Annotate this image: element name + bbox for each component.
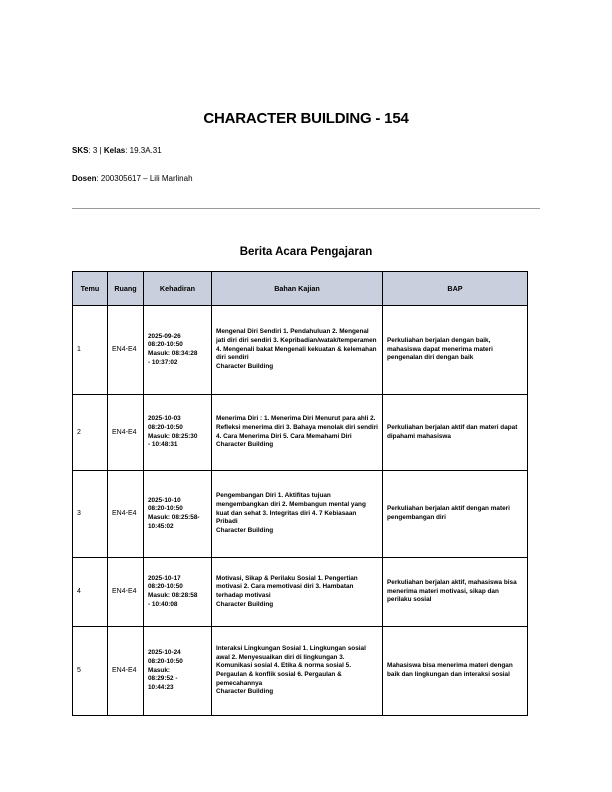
cell-bahan-kajian: Menerima Diri : 1. Menerima Diri Menurut para ahli 2. Refleksi menerima diri 3. Bahaya menolak diri sendiri 4. Cara Menerima Diri 5. Cara Memahami Diri Character Building [212,395,383,471]
table-header-row [73,272,528,306]
table-row [73,558,528,627]
cell-kehadiran: 2025-10-10 08:20-10:50 Masuk: 08:25:58- 10:45:02 [144,471,212,558]
cell-ruang: EN4-E4 [108,306,144,395]
cell-bap: Perkuliahan berjalan aktif dan materi dapat dipahami mahasiswa [383,395,528,471]
sks-value: : 3 | [88,146,104,155]
cell-bap: Mahasiswa bisa menerima materi dengan baik dan lingkungan dan interaksi sosial [383,627,528,716]
kelas-value: : 19.3A.31 [125,146,162,155]
table-row [73,306,528,395]
cell-bahan-kajian: Interaksi Lingkungan Sosial 1. Lingkungan sosial awal 2. Menyesuaikan diri di lingkungan 3. Komunikasi sosial 4. Etika & norma sosial 5. Pergaulan & konflik sosial 6. Pergaulan & pemecahannya Character Building [212,627,383,716]
cell-ruang: EN4-E4 [108,471,144,558]
cell-temu: 3 [73,471,108,558]
header-kehadiran: Kehadiran [144,272,212,306]
sks-label: SKS [72,146,89,155]
cell-bahan-kajian: Pengembangan Diri 1. Aktifitas tujuan mengembangkan diri 2. Membangun mental yang kuat dan sehat 3. Integritas diri 4. 7 Kebiasaan Pribadi Character Building [212,471,383,558]
cell-bap: Perkuliahan berjalan aktif, mahasiswa bisa menerima materi motivasi, sikap dan perilaku sosial [383,558,528,627]
document-title: CHARACTER BUILDING - 154 [203,110,409,127]
cell-kehadiran: 2025-09-26 08:20-10:50 Masuk: 08:34:28 - 10:37:02 [144,306,212,395]
cell-temu: 5 [73,627,108,716]
cell-bahan-kajian: Mengenal Diri Sendiri 1. Pendahuluan 2. Mengenal jati diri diri sendiri 3. Kepribadian/watak/temperamen 4. Mengenali bakat Mengenali kekuatan & kelemahan diri sendiri Character Building [212,306,383,395]
kelas-label: Kelas [103,146,126,155]
cell-kehadiran: 2025-10-17 08:20-10:50 Masuk: 08:28:58 - 10:40:08 [144,558,212,627]
header-ruang: Ruang [108,272,144,306]
course-info-line [72,146,162,155]
cell-bap: Perkuliahan berjalan aktif dengan materi pengembangan diri [383,471,528,558]
dosen-label: Dosen [72,174,97,183]
teaching-record-table [72,271,528,716]
table-row [73,395,528,471]
horizontal-divider [72,208,540,209]
table-row [73,627,528,716]
cell-bap: Perkuliahan berjalan dengan baik, mahasiswa dapat menerima materi pengenalan diri dengan baik [383,306,528,395]
cell-ruang: EN4-E4 [108,627,144,716]
cell-ruang: EN4-E4 [108,558,144,627]
header-temu: Temu [73,272,108,306]
cell-temu: 2 [73,395,108,471]
table-row [73,471,528,558]
header-bap: BAP [383,272,528,306]
cell-ruang: EN4-E4 [108,395,144,471]
cell-kehadiran: 2025-10-24 08:20-10:50 Masuk: 08:29:52 - 10:44:23 [144,627,212,716]
cell-temu: 1 [73,306,108,395]
section-title: Berita Acara Pengajaran [239,246,373,258]
lecturer-info-line [72,174,193,183]
cell-bahan-kajian: Motivasi, Sikap & Perilaku Sosial 1. Pengertian motivasi 2. Cara memotivasi diri 3. Hambatan terhadap motivasi Character Building [212,558,383,627]
cell-kehadiran: 2025-10-03 08:20-10:50 Masuk: 08:25:30 - 10:48:31 [144,395,212,471]
dosen-value: : 200305617 – Lili Marlinah [96,174,193,183]
header-bahan-kajian: Bahan Kajian [212,272,383,306]
cell-temu: 4 [73,558,108,627]
